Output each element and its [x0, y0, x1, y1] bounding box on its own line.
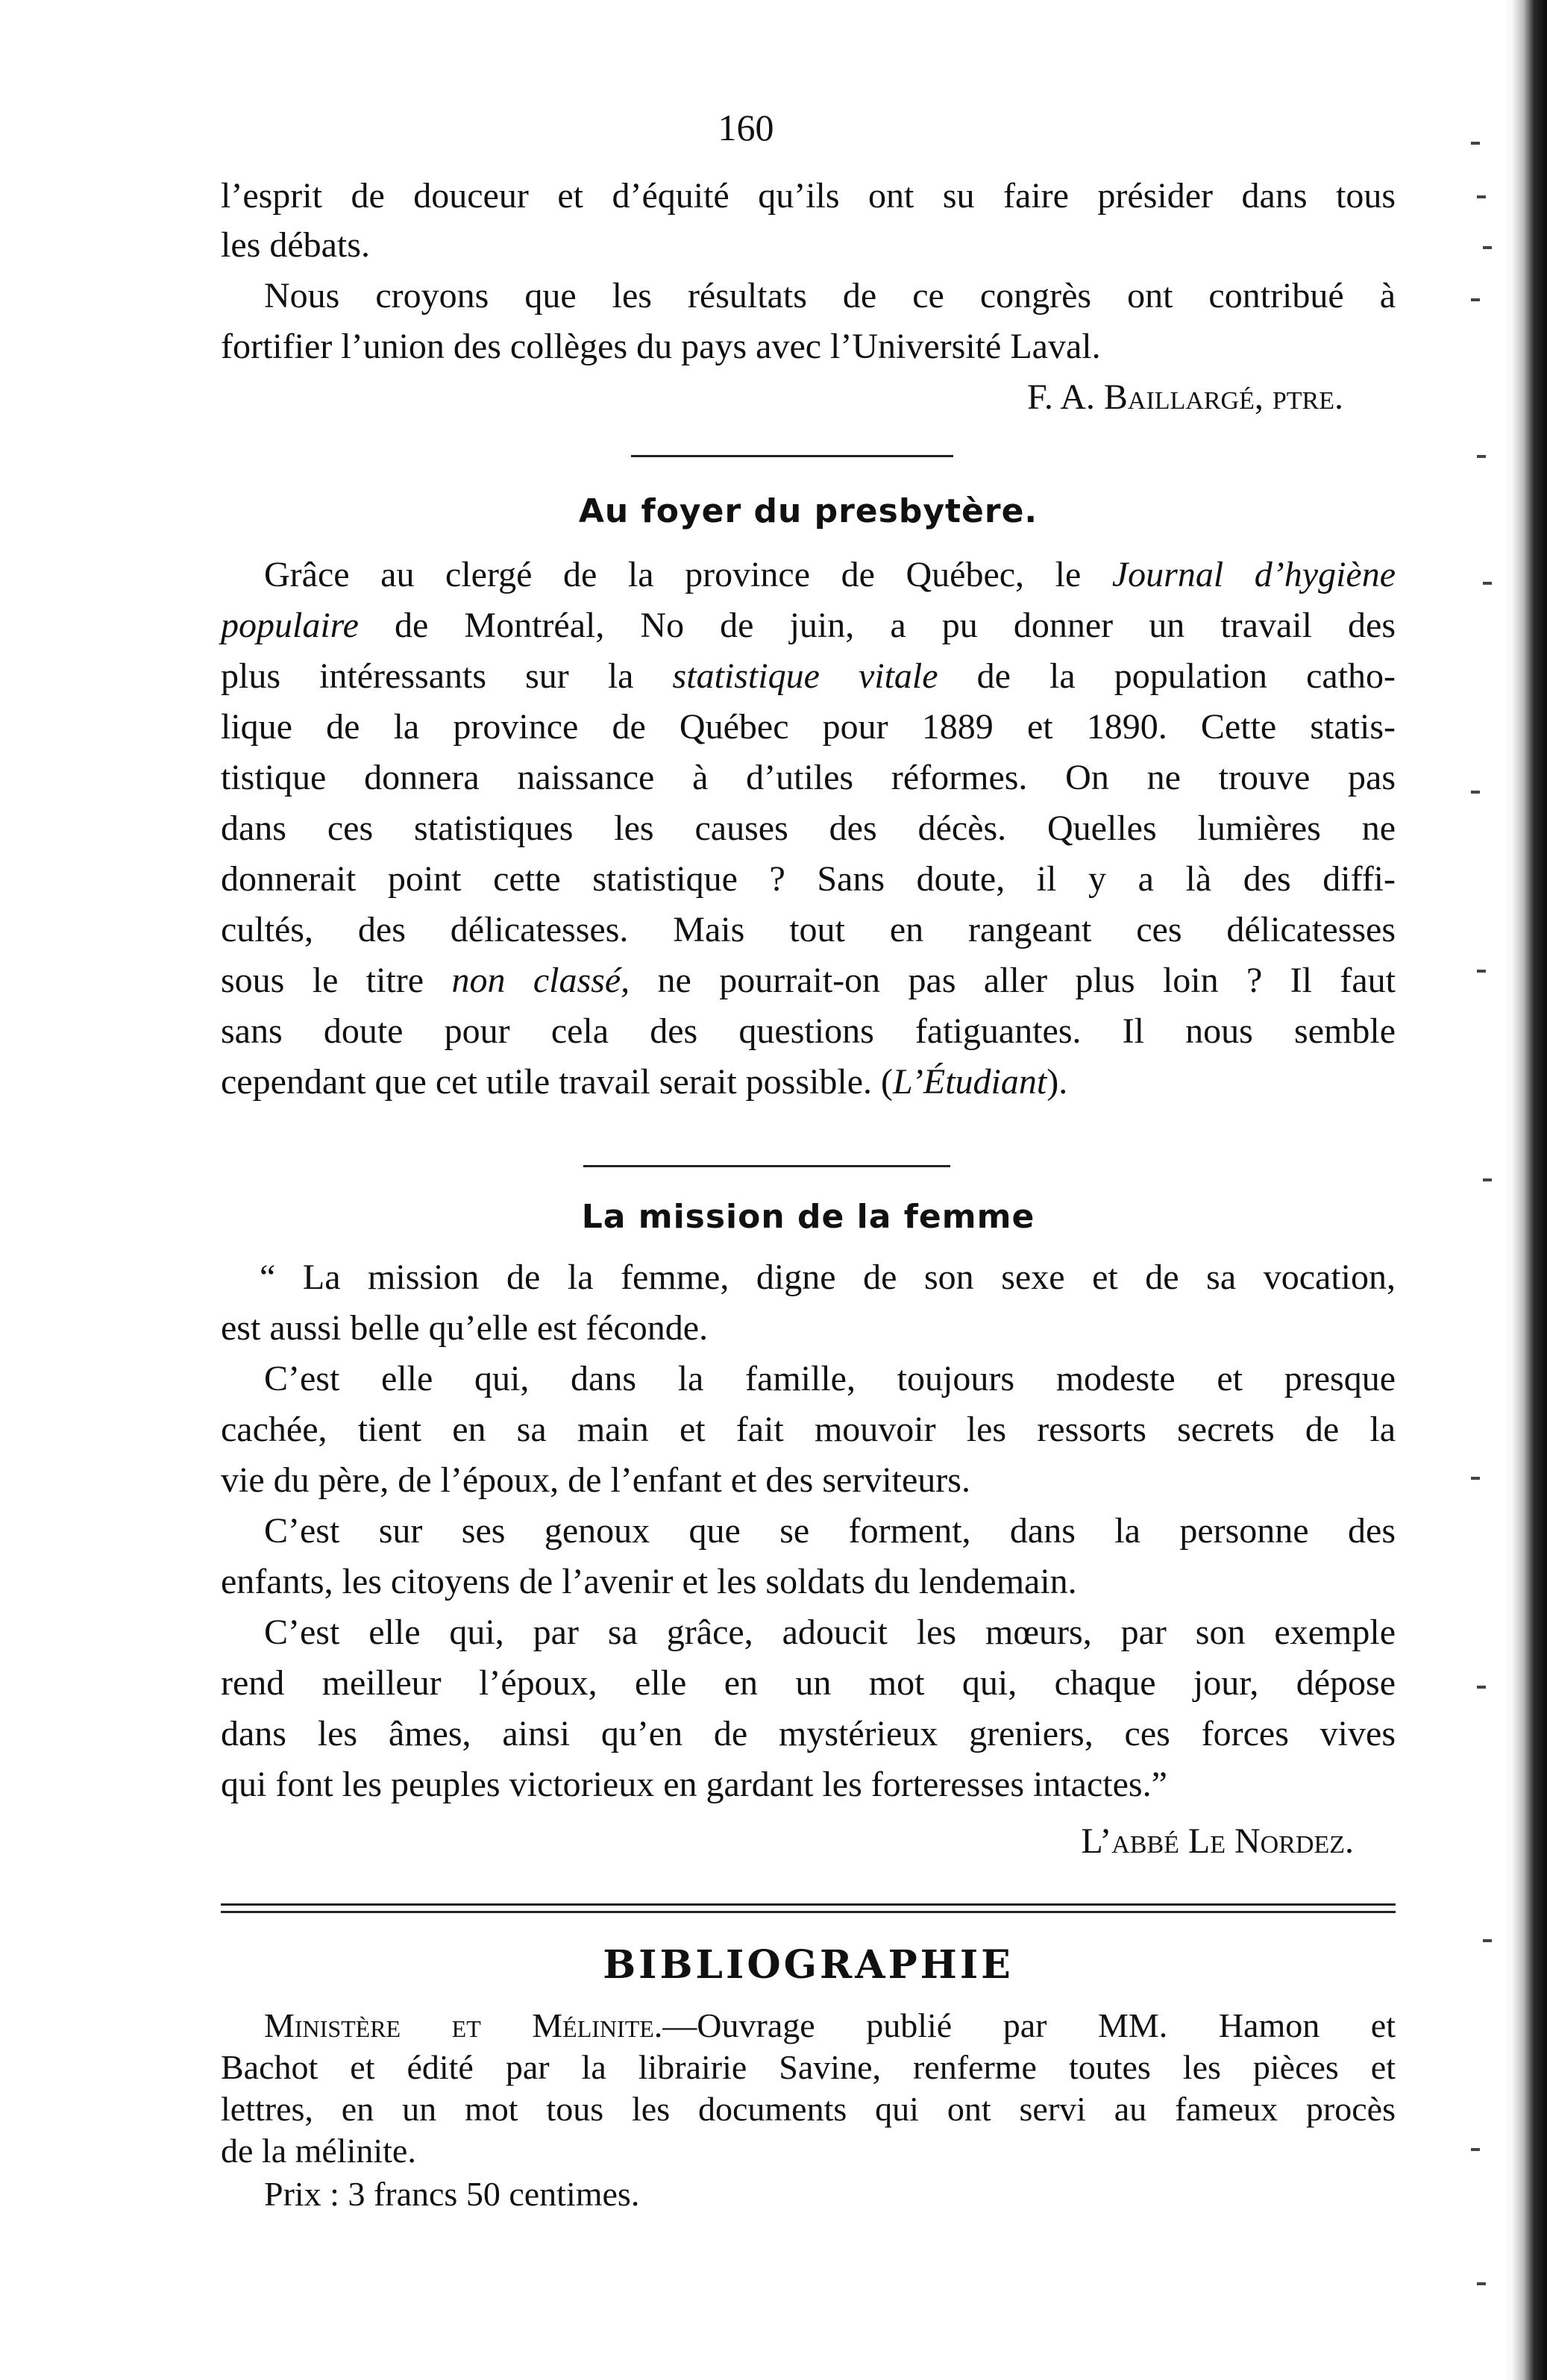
text-line: C’est elle qui, par sa grâce, adoucit les mœurs, par son exemple	[264, 1613, 1396, 1652]
text-line: enfants, les citoyens de l’avenir et les soldats du lendemain.	[221, 1562, 1077, 1601]
text-line: C’est sur ses genoux que se forment, dans la personne des	[264, 1511, 1396, 1551]
text-line: dans les âmes, ainsi qu’en de mystérieux greniers, ces forces vives	[221, 1714, 1396, 1753]
section-divider	[583, 1165, 950, 1167]
text-line: tistique donnera naissance à d’utiles réformes. On ne trouve pas	[221, 758, 1396, 797]
book-spine-edge	[1504, 0, 1547, 2380]
text-line: vie du père, de l’époux, de l’enfant et des serviteurs.	[221, 1460, 970, 1500]
text-line: rend meilleur l’époux, elle en un mot qui, chaque jour, dépose	[221, 1663, 1396, 1703]
text-line: donnerait point cette statistique ? Sans doute, il y a là des diffi-	[221, 859, 1396, 899]
text-line: Prix : 3 francs 50 centimes.	[264, 2175, 640, 2213]
text-line: lettres, en un mot tous les documents qui ont servi au fameux procès	[221, 2090, 1396, 2128]
text-line: C’est elle qui, dans la famille, toujours modeste et presque	[264, 1359, 1396, 1398]
section-title-mission: La mission de la femme	[581, 1198, 1035, 1236]
text-line: Ministère et Mélinite.—Ouvrage publié par MM. Hamon et	[264, 2006, 1396, 2044]
text-line: les débats.	[221, 225, 370, 265]
text-line: sans doute pour cela des questions fatiguantes. Il nous semble	[221, 1011, 1396, 1051]
text-line: Bachot et édité par la librairie Savine, renferme toutes les pièces et	[221, 2048, 1396, 2086]
section-title-presbytere: Au foyer du presbytère.	[578, 492, 1038, 530]
double-divider-top	[221, 1903, 1396, 1906]
text-line: est aussi belle qu’elle est féconde.	[221, 1308, 709, 1348]
signature-le-nordez: L’abbé Le Nordez.	[1081, 1821, 1354, 1861]
double-divider-bottom	[221, 1911, 1396, 1913]
text-line: “ La mission de la femme, digne de son sexe et de sa vocation,	[260, 1257, 1396, 1297]
page-number: 160	[718, 107, 774, 148]
text-line: dans ces statistiques les causes des décès. Quelles lumières ne	[221, 808, 1396, 848]
text-line: lique de la province de Québec pour 1889 et 1890. Cette statis-	[221, 707, 1396, 747]
text-line: fortifier l’union des collèges du pays avec l’Université Laval.	[221, 327, 1101, 366]
text-line: cachée, tient en sa main et fait mouvoir les ressorts secrets de la	[221, 1410, 1396, 1449]
text-line: cependant que cet utile travail serait possible. (L’Étudiant).	[221, 1062, 1068, 1102]
text-line: l’esprit de douceur et d’équité qu’ils ont su faire présider dans tous	[221, 176, 1396, 216]
text-line: Grâce au clergé de la province de Québec, le Journal d’hygiène	[264, 555, 1396, 594]
text-line: Nous croyons que les résultats de ce congrès ont contribué à	[264, 276, 1396, 315]
text-line: sous le titre non classé, ne pourrait-on pas aller plus loin ? Il faut	[221, 961, 1396, 1000]
text-line: plus intéressants sur la statistique vitale de la population catho-	[221, 656, 1396, 696]
text-line: de la mélinite.	[221, 2132, 416, 2170]
text-line: populaire de Montréal, No de juin, a pu donner un travail des	[221, 606, 1396, 645]
text-line: qui font les peuples victorieux en gardant les forteresses intactes.”	[221, 1765, 1167, 1804]
section-divider	[631, 455, 953, 457]
section-title-bibliographie: BIBLIOGRAPHIE	[603, 1942, 1014, 1988]
text-line: cultés, des délicatesses. Mais tout en rangeant ces délicatesses	[221, 910, 1396, 949]
signature-baillarge: F. A. Baillargé, ptre.	[1027, 377, 1343, 417]
